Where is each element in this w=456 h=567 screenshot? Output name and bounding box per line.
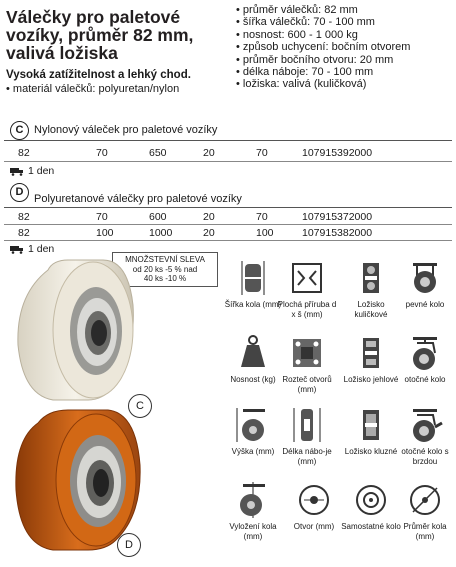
polyurethane-wheel-image — [16, 410, 140, 550]
legend-item: Výška (mm) — [222, 405, 284, 457]
divider — [4, 161, 452, 162]
divider — [4, 240, 452, 241]
nylon-wheel-image — [18, 260, 133, 400]
legend-item: Ložisko kuličkové — [340, 258, 402, 319]
swivel-brake-caster-icon — [405, 405, 445, 445]
bore-icon — [294, 480, 334, 520]
spec-item: • šířka válečků: 70 - 100 mm — [236, 16, 454, 28]
wheel-diameter-icon — [405, 480, 445, 520]
legend-item: Rozteč otvorů (mm) — [276, 333, 338, 394]
delivery-time: 1 den — [28, 243, 55, 255]
quantity-discount-box: MNOŽSTEVNÍ SLEVA od 20 ks -5 % nad 40 ks -10 % — [112, 252, 218, 287]
legend-item: Šířka kola (mm) — [222, 258, 284, 310]
table-row: 82 70 650 20 70 107915392000 — [18, 147, 373, 159]
delivery-time: 1 den — [28, 165, 55, 177]
offset-icon — [233, 480, 273, 520]
legend-item: Plochá příruba d x š (mm) — [276, 258, 338, 319]
needle-bearing-icon — [351, 333, 391, 373]
spec-item: • nosnost: 600 - 1 000 kg — [236, 29, 454, 41]
material-note: • materiál válečků: polyuretan/nylon — [6, 83, 180, 95]
ball-bearing-icon — [351, 258, 391, 298]
section-d-badge: D — [10, 183, 29, 202]
legend-item: Nosnost (kg) — [222, 333, 284, 385]
section-c-title: Nylonový váleček pro paletové vozíky — [34, 124, 218, 136]
truck-icon — [10, 245, 24, 254]
swivel-caster-icon — [405, 333, 445, 373]
table-row: 82 70 600 20 70 107915372000 — [18, 211, 373, 223]
wheel-d-label: D — [117, 533, 141, 557]
height-icon — [233, 405, 273, 445]
fixed-caster-icon — [405, 258, 445, 298]
divider — [4, 140, 452, 141]
legend-item: Samostatné kolo — [340, 480, 402, 532]
plain-bearing-icon — [351, 405, 391, 445]
table-row: 82 100 1000 20 100 107915382000 — [18, 227, 373, 239]
legend-item: pevné kolo — [394, 258, 456, 310]
spec-item: • délka náboje: 70 - 100 mm — [236, 66, 454, 78]
subtitle: Vysoká zatížitelnost a lehký chod. — [6, 69, 191, 81]
wheel-c-label: C — [128, 394, 152, 418]
spec-item: • průměr bočního otvoru: 20 mm — [236, 54, 454, 66]
section-d-title: Polyuretanové válečky pro paletové vozíky — [34, 193, 242, 205]
truck-icon — [10, 167, 24, 176]
page-title: Válečky pro paletové vozíky, průměr 82 mm, valivá ložiska — [6, 7, 194, 63]
spec-item: • způsob uchycení: bočním otvorem — [236, 41, 454, 53]
legend-item: Otvor (mm) — [283, 480, 345, 532]
spec-item: • ložiska: valivá (kuličková) — [236, 78, 454, 90]
product-photos — [8, 255, 208, 555]
hole-spacing-icon — [287, 333, 327, 373]
divider — [4, 207, 452, 208]
legend-item: otočné kolo — [394, 333, 456, 385]
legend-item: Ložisko jehlové — [340, 333, 402, 385]
spec-list — [236, 4, 454, 91]
legend-item: Průměr kola (mm) — [394, 480, 456, 541]
legend-item: Vyložení kola (mm) — [222, 480, 284, 541]
standalone-wheel-icon — [351, 480, 391, 520]
delivery-info — [10, 165, 54, 177]
legend-item: otočné kolo s brzdou — [394, 405, 456, 466]
wheel-width-icon — [233, 258, 273, 298]
hub-length-icon — [287, 405, 327, 445]
divider — [4, 224, 452, 225]
delivery-info — [10, 243, 54, 255]
flat-flange-icon — [287, 258, 327, 298]
legend-item: Ložisko kluzné — [340, 405, 402, 457]
spec-item: • průměr válečků: 82 mm — [236, 4, 454, 16]
legend-item: Délka nábo-je (mm) — [276, 405, 338, 466]
section-c-badge: C — [10, 121, 29, 140]
load-capacity-icon — [233, 333, 273, 373]
